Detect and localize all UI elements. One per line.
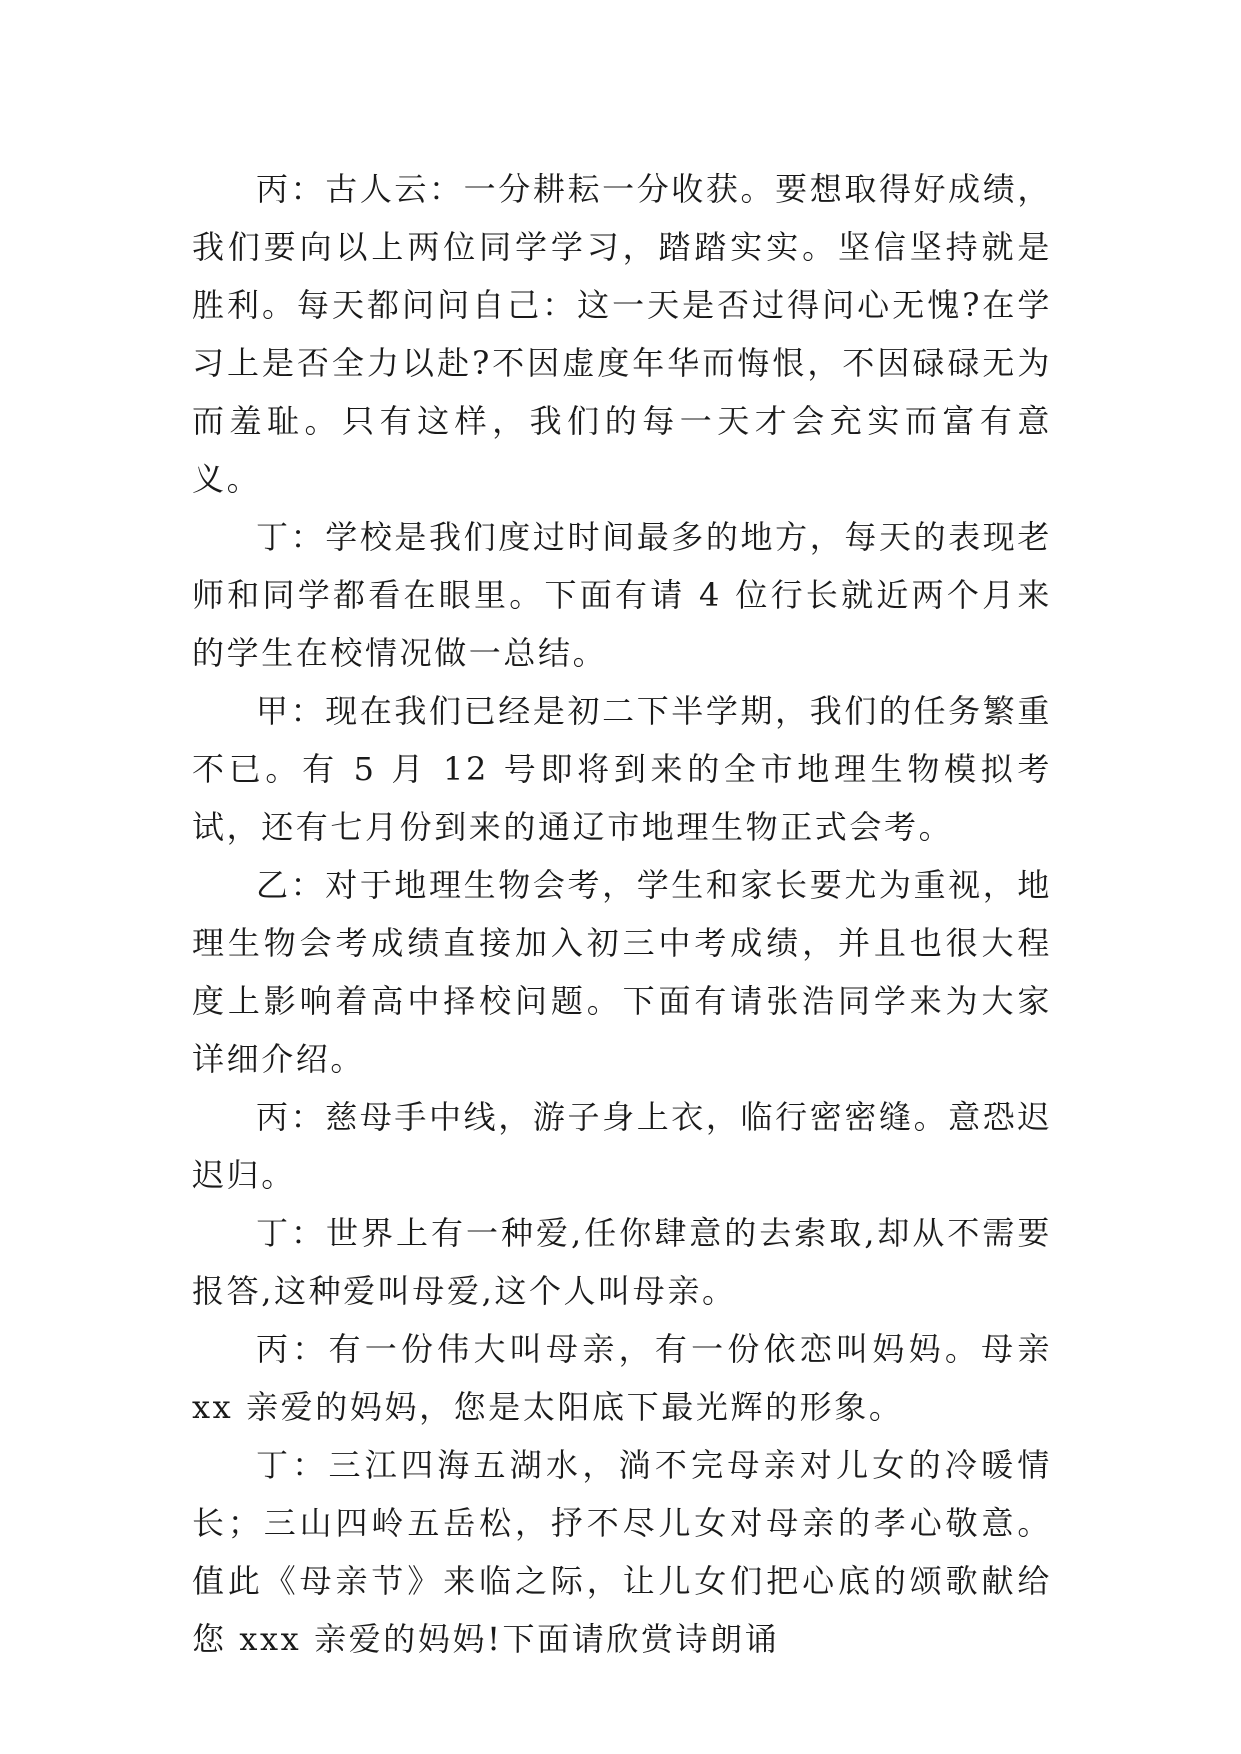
paragraph: 丙：有一份伟大叫母亲，有一份依恋叫妈妈。母亲 xx 亲爱的妈妈，您是太阳底下最光辉的形象。: [192, 1330, 1052, 1426]
paragraph: 甲：现在我们已经是初二下半学期，我们的任务繁重不已。有 5 月 12 号即将到来的全市地理生物模拟考试，还有七月份到来的通辽市地理生物正式会考。: [192, 692, 1052, 846]
paragraph: 丙：古人云：一分耕耘一分收获。要想取得好成绩，我们要向以上两位同学学习，踏踏实实。坚信坚持就是胜利。每天都问问自己：这一天是否过得问心无愧?在学习上是否全力以赴?不因虚度年华而悔恨，不因碌碌无为而羞耻。只有这样，我们的每一天才会充实而富有意义。: [192, 170, 1052, 498]
paragraph: 乙：对于地理生物会考，学生和家长要尤为重视，地理生物会考成绩直接加入初三中考成绩，并且也很大程度上影响着高中择校问题。下面有请张浩同学来为大家详细介绍。: [192, 866, 1052, 1078]
paragraph: 丁：世界上有一种爱,任你肆意的去索取,却从不需要报答,这种爱叫母爱,这个人叫母亲。: [192, 1214, 1052, 1310]
paragraph: 丁：三江四海五湖水，淌不完母亲对儿女的冷暖情长；三山四岭五岳松，抒不尽儿女对母亲的孝心敬意。值此《母亲节》来临之际，让儿女们把心底的颂歌献给您 xxx 亲爱的妈妈!下面请欣赏诗朗诵: [192, 1446, 1052, 1658]
paragraph: 丁：学校是我们度过时间最多的地方，每天的表现老师和同学都看在眼里。下面有请 4 位行长就近两个月来的学生在校情况做一总结。: [192, 518, 1052, 672]
paragraph: 丙：慈母手中线，游子身上衣，临行密密缝。意恐迟迟归。: [192, 1098, 1052, 1194]
document-body: [192, 160, 1052, 1668]
